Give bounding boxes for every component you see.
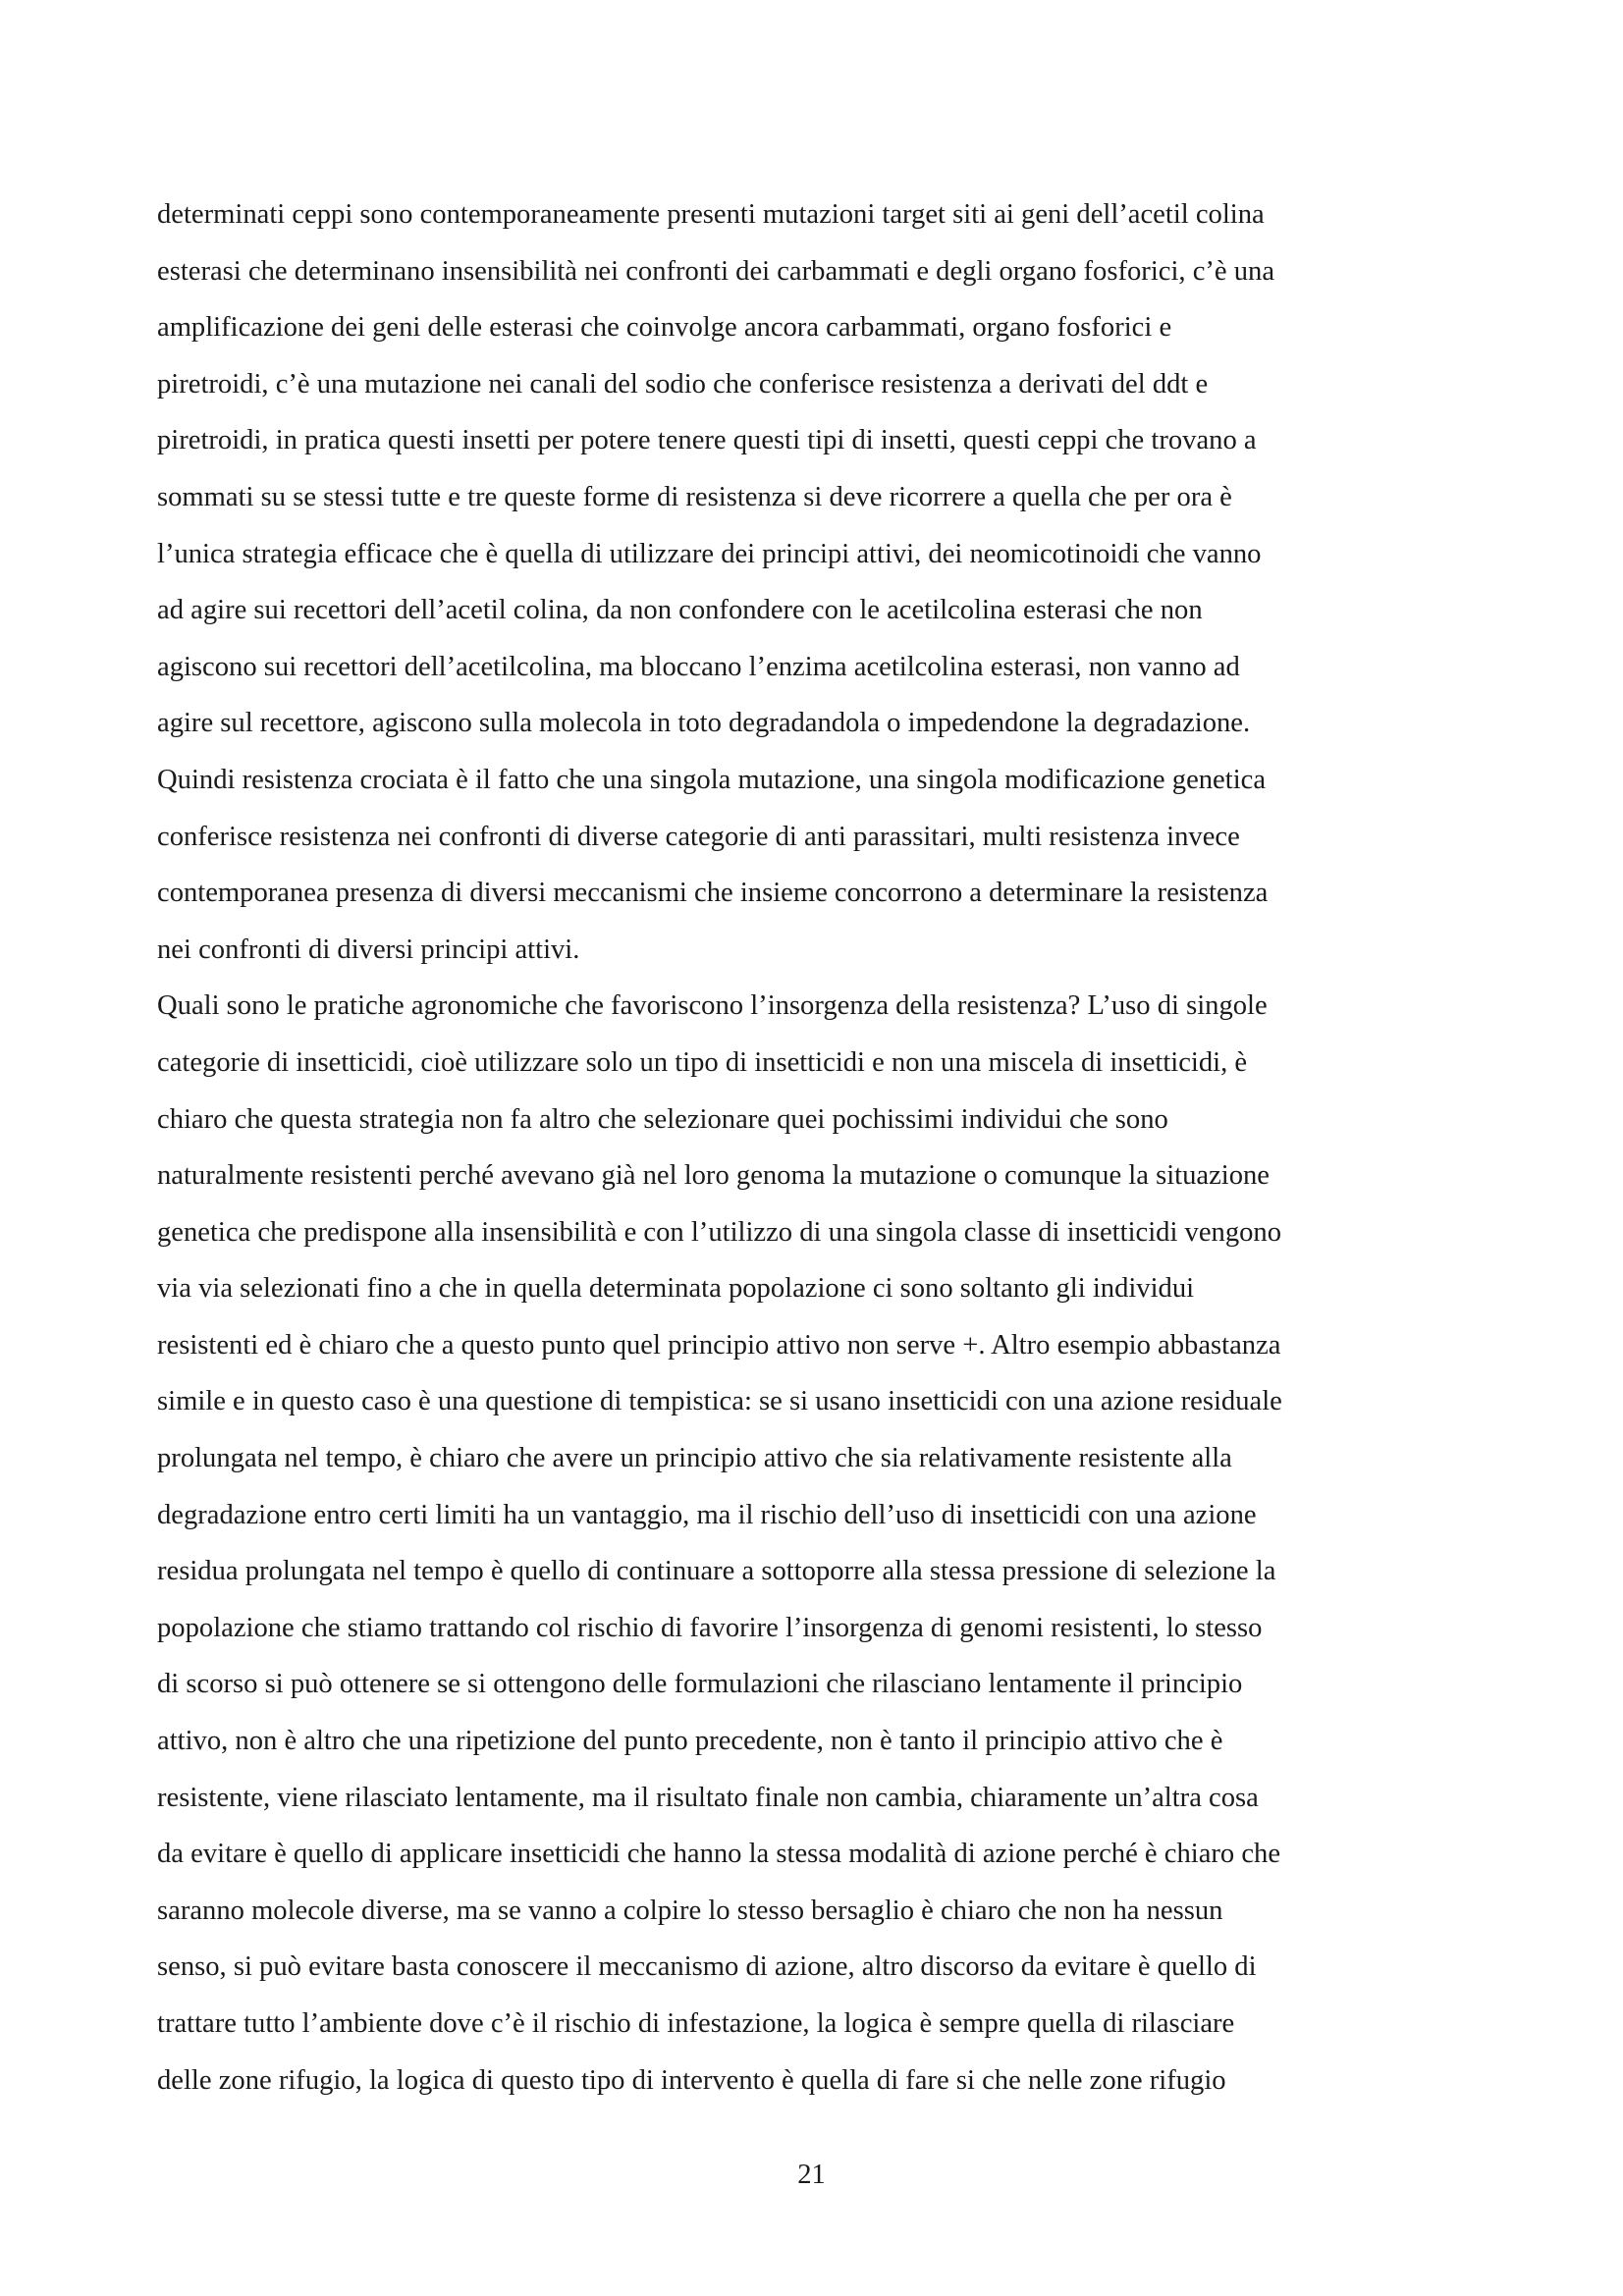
text-line-8: ad agire sui recettori dell’acetil colina, da non confondere con le acetilcolina esterasi che non: [157, 595, 1203, 626]
text-line-15: Quali sono le pratiche agronomiche che favoriscono l’insorgenza della resistenza? L’uso di singole: [157, 990, 1268, 1022]
text-line-9: agiscono sui recettori dell’acetilcolina, ma bloccano l’enzima acetilcolina esterasi, non vanno ad: [157, 651, 1240, 682]
text-line-14: nei confronti di diversi principi attivi.: [157, 934, 580, 965]
text-line-11: Quindi resistenza crociata è il fatto che una singola mutazione, una singola modificazione genetica: [157, 764, 1267, 795]
text-line-19: genetica che predispone alla insensibilità e con l’utilizzo di una singola classe di insetticidi vengono: [157, 1216, 1282, 1248]
text-line-17: chiaro che questa strategia non fa altro che selezionare quei pochissimi individui che sono: [157, 1103, 1168, 1135]
text-line-30: da evitare è quello di applicare insetticidi che hanno la stessa modalità di azione perché è chiaro che: [157, 1839, 1281, 1870]
text-line-10: agire sul recettore, agiscono sulla molecola in toto degradandola o impedendone la degradazione.: [157, 708, 1251, 739]
text-line-27: di scorso si può ottenere se si ottengono delle formulazioni che rilasciano lentamente il principio: [157, 1669, 1243, 1700]
text-line-5: piretroidi, in pratica questi insetti per potere tenere questi tipi di insetti, questi ceppi che trovano a: [157, 425, 1257, 456]
text-line-13: contemporanea presenza di diversi meccanismi che insieme concorrono a determinare la resistenza: [157, 878, 1269, 909]
text-line-28: attivo, non è altro che una ripetizione del punto precedente, non è tanto il principio attivo che è: [157, 1726, 1223, 1757]
text-line-21: resistenti ed è chiaro che a questo punto quel principio attivo non serve +. Altro esempio abbastanza: [157, 1329, 1281, 1361]
body-text: [157, 187, 1473, 2109]
text-line-22: simile e in questo caso è una questione di tempistica: se si usano insetticidi con una azione residuale: [157, 1386, 1282, 1417]
text-line-33: trattare tutto l’ambiente dove c’è il rischio di infestazione, la logica è sempre quella di rilasciare: [157, 2008, 1235, 2039]
text-line-18: naturalmente resistenti perché avevano già nel loro genoma la mutazione o comunque la situazione: [157, 1160, 1270, 1192]
text-line-6: sommati su se stessi tutte e tre queste forme di resistenza si deve ricorrere a quella che per ora è: [157, 481, 1232, 512]
text-line-4: piretroidi, c’è una mutazione nei canali del sodio che conferisce resistenza a derivati del ddt e: [157, 368, 1209, 400]
text-line-25: residua prolungata nel tempo è quello di continuare a sottoporre alla stessa pressione di selezione la: [157, 1556, 1276, 1587]
text-line-34: delle zone rifugio, la logica di questo tipo di intervento è quella di fare si che nelle zone rifugio: [157, 2064, 1226, 2096]
text-line-20: via via selezionati fino a che in quella determinata popolazione ci sono soltanto gli individui: [157, 1273, 1195, 1305]
text-line-24: degradazione entro certi limiti ha un vantaggio, ma il rischio dell’uso di insetticidi con una azione: [157, 1499, 1257, 1530]
text-line-32: senso, si può evitare basta conoscere il meccanismo di azione, altro discorso da evitare è quello di: [157, 1951, 1257, 1983]
text-line-7: l’unica strategia efficace che è quella di utilizzare dei principi attivi, dei neomicotinoidi che vanno: [157, 538, 1262, 569]
text-line-26: popolazione che stiamo trattando col rischio di favorire l’insorgenza di genomi resistenti, lo stesso: [157, 1612, 1263, 1643]
text-line-29: resistente, viene rilasciato lentamente, ma il risultato finale non cambia, chiaramente un’altra cosa: [157, 1782, 1259, 1813]
text-line-12: conferisce resistenza nei confronti di diverse categorie di anti parassitari, multi resistenza invece: [157, 821, 1240, 852]
text-line-1: determinati ceppi sono contemporaneamente presenti mutazioni target siti ai geni dell’acetil colina: [157, 199, 1265, 230]
text-line-2: esterasi che determinano insensibilità nei confronti dei carbammati e degli organo fosforici, c’è una: [157, 255, 1275, 287]
text-line-23: prolungata nel tempo, è chiaro che avere un principio attivo che sia relativamente resistente alla: [157, 1443, 1232, 1474]
text-line-3: amplificazione dei geni delle esterasi che coinvolge ancora carbammati, organo fosforici e: [157, 312, 1172, 344]
text-line-16: categorie di insetticidi, cioè utilizzare solo un tipo di insetticidi e non una miscela di insetticidi, è: [157, 1046, 1248, 1078]
page-number: 21: [797, 2160, 826, 2190]
text-line-31: saranno molecole diverse, ma se vanno a colpire lo stesso bersaglio è chiaro che non ha nessun: [157, 1895, 1223, 1926]
